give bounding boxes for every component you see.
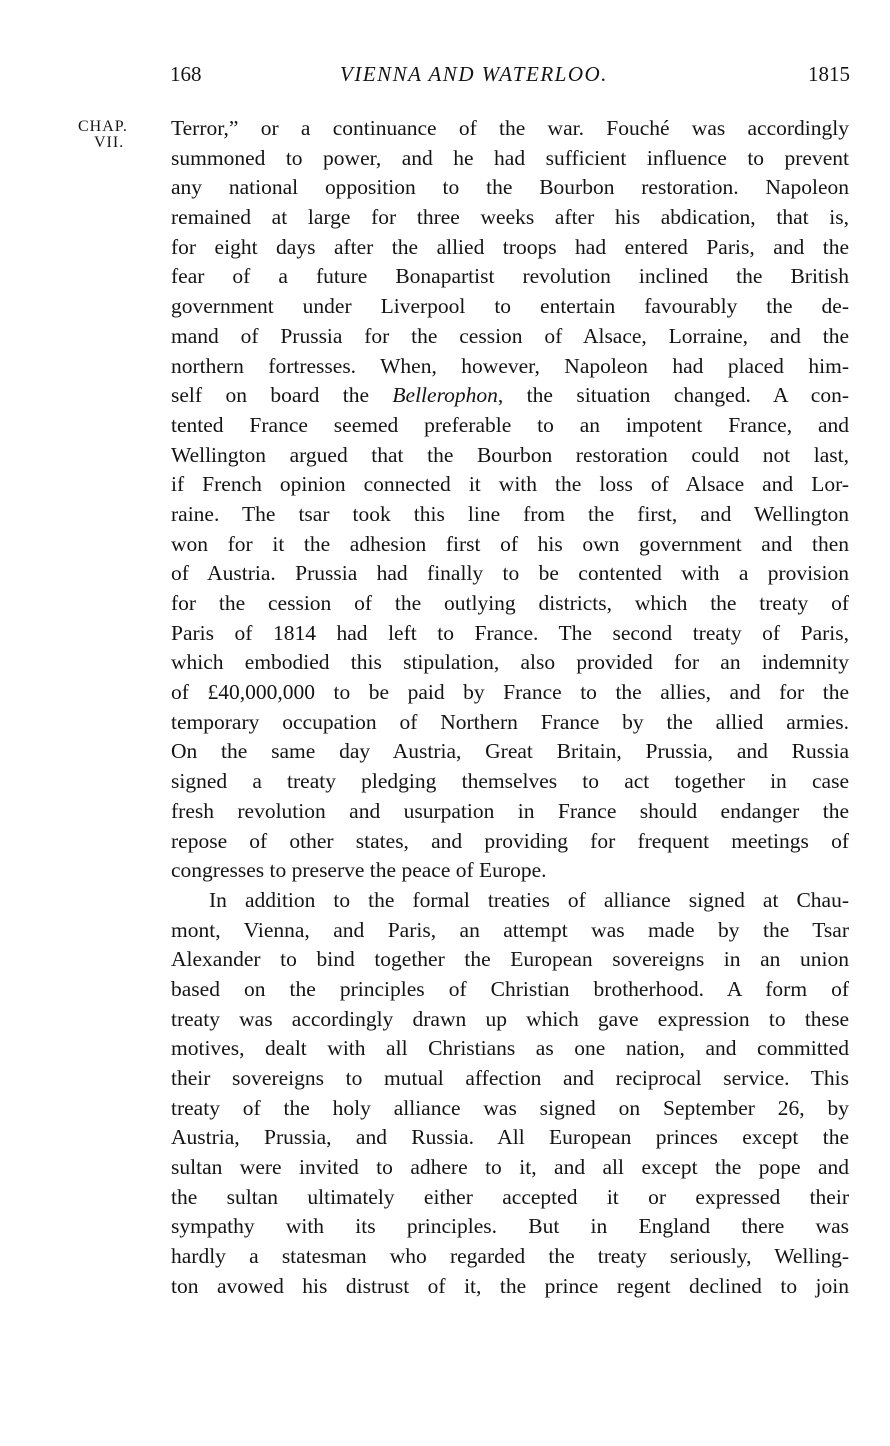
text-line: their sovereigns to mutual affection and reciprocal service. This [171,1066,849,1090]
chapter-label-chap: CHAP. [78,118,128,135]
text-line: remained at large for three weeks after his abdication, that is, [171,205,849,230]
text-line: self on board the Bellerophon, the situation changed. A con- [171,383,849,408]
text-line: treaty of the holy alliance was signed on September 26, by [171,1095,849,1120]
text-line: Austria, Prussia, and Russia. All European princes except the [171,1125,849,1150]
text-line: treaty was accordingly drawn up which gave expression to these [171,1006,849,1031]
text-line: Paris of 1814 had left to France. The second treaty of Paris, [171,620,849,645]
text-line: northern fortresses. When, however, Napoleon had placed him- [171,353,849,378]
text-line: for eight days after the allied troops had entered Paris, and the [171,234,849,259]
text-line: of Austria. Prussia had finally to be contented with a provision [171,561,849,586]
text-line: tented France seemed preferable to an impotent France, and [171,412,849,437]
text-line: any national opposition to the Bourbon restoration. Napoleon [171,175,849,200]
text-line: mont, Vienna, and Paris, an attempt was made by the Tsar [171,917,849,942]
text-line: of £40,000,000 to be paid by France to the allies, and for the [171,680,849,705]
text-line: the sultan ultimately either accepted it or expressed their [171,1184,849,1209]
text-line: if French opinion connected it with the loss of Alsace and Lor- [171,472,849,497]
text-line: government under Liverpool to entertain favourably the de- [171,294,849,319]
text-line: ton avowed his distrust of it, the prince regent declined to join [171,1273,849,1298]
text-line: repose of other states, and providing for frequent meetings of [171,828,849,853]
text-line: based on the principles of Christian brotherhood. A form of [171,976,849,1001]
running-head [170,62,850,92]
text-line: hardly a statesman who regarded the treaty seriously, Welling- [171,1244,849,1269]
text-line: for the cession of the outlying districts, which the treaty of [171,591,849,615]
text-line: congresses to preserve the peace of Europe. [171,858,547,883]
text-line: summoned to power, and he had sufficient influence to prevent [171,145,849,170]
text-line: motives, dealt with all Christians as one nation, and committed [171,1036,849,1061]
text-line: Terror,” or a continuance of the war. Fouché was accordingly [171,116,849,140]
text-line: sultan were invited to adhere to it, and all except the pope and [171,1155,849,1180]
chapter-label-number: VII. [94,134,125,151]
text-line: fresh revolution and usurpation in France should endanger the [171,798,849,823]
ship-name: Bellerophon [392,383,498,408]
page-year: 1815 [808,62,850,86]
text-line: mand of Prussia for the cession of Alsace, Lorraine, and the [171,323,849,348]
text-line: In addition to the formal treaties of alliance signed at Chau- [209,887,849,912]
text-line: won for it the adhesion first of his own government and then [171,531,849,556]
text-line: temporary occupation of Northern France by the allied armies. [171,709,849,734]
running-title: VIENNA AND WATERLOO. [340,62,608,86]
text-line: Alexander to bind together the European sovereigns in an union [171,947,849,972]
text-line: signed a treaty pledging themselves to act together in case [171,769,849,794]
chapter-margin-label [78,119,158,151]
text-line: Wellington argued that the Bourbon restoration could not last, [171,442,849,467]
text-line: raine. The tsar took this line from the first, and Wellington [171,501,849,526]
page-number: 168 [170,62,202,86]
text-line: fear of a future Bonapartist revolution inclined the British [171,264,849,289]
text-line: sympathy with its principles. But in England there was [171,1214,849,1239]
text-line: On the same day Austria, Great Britain, Prussia, and Russia [171,739,849,764]
text-line: which embodied this stipulation, also provided for an indemnity [171,650,849,675]
body-text [171,114,849,1302]
